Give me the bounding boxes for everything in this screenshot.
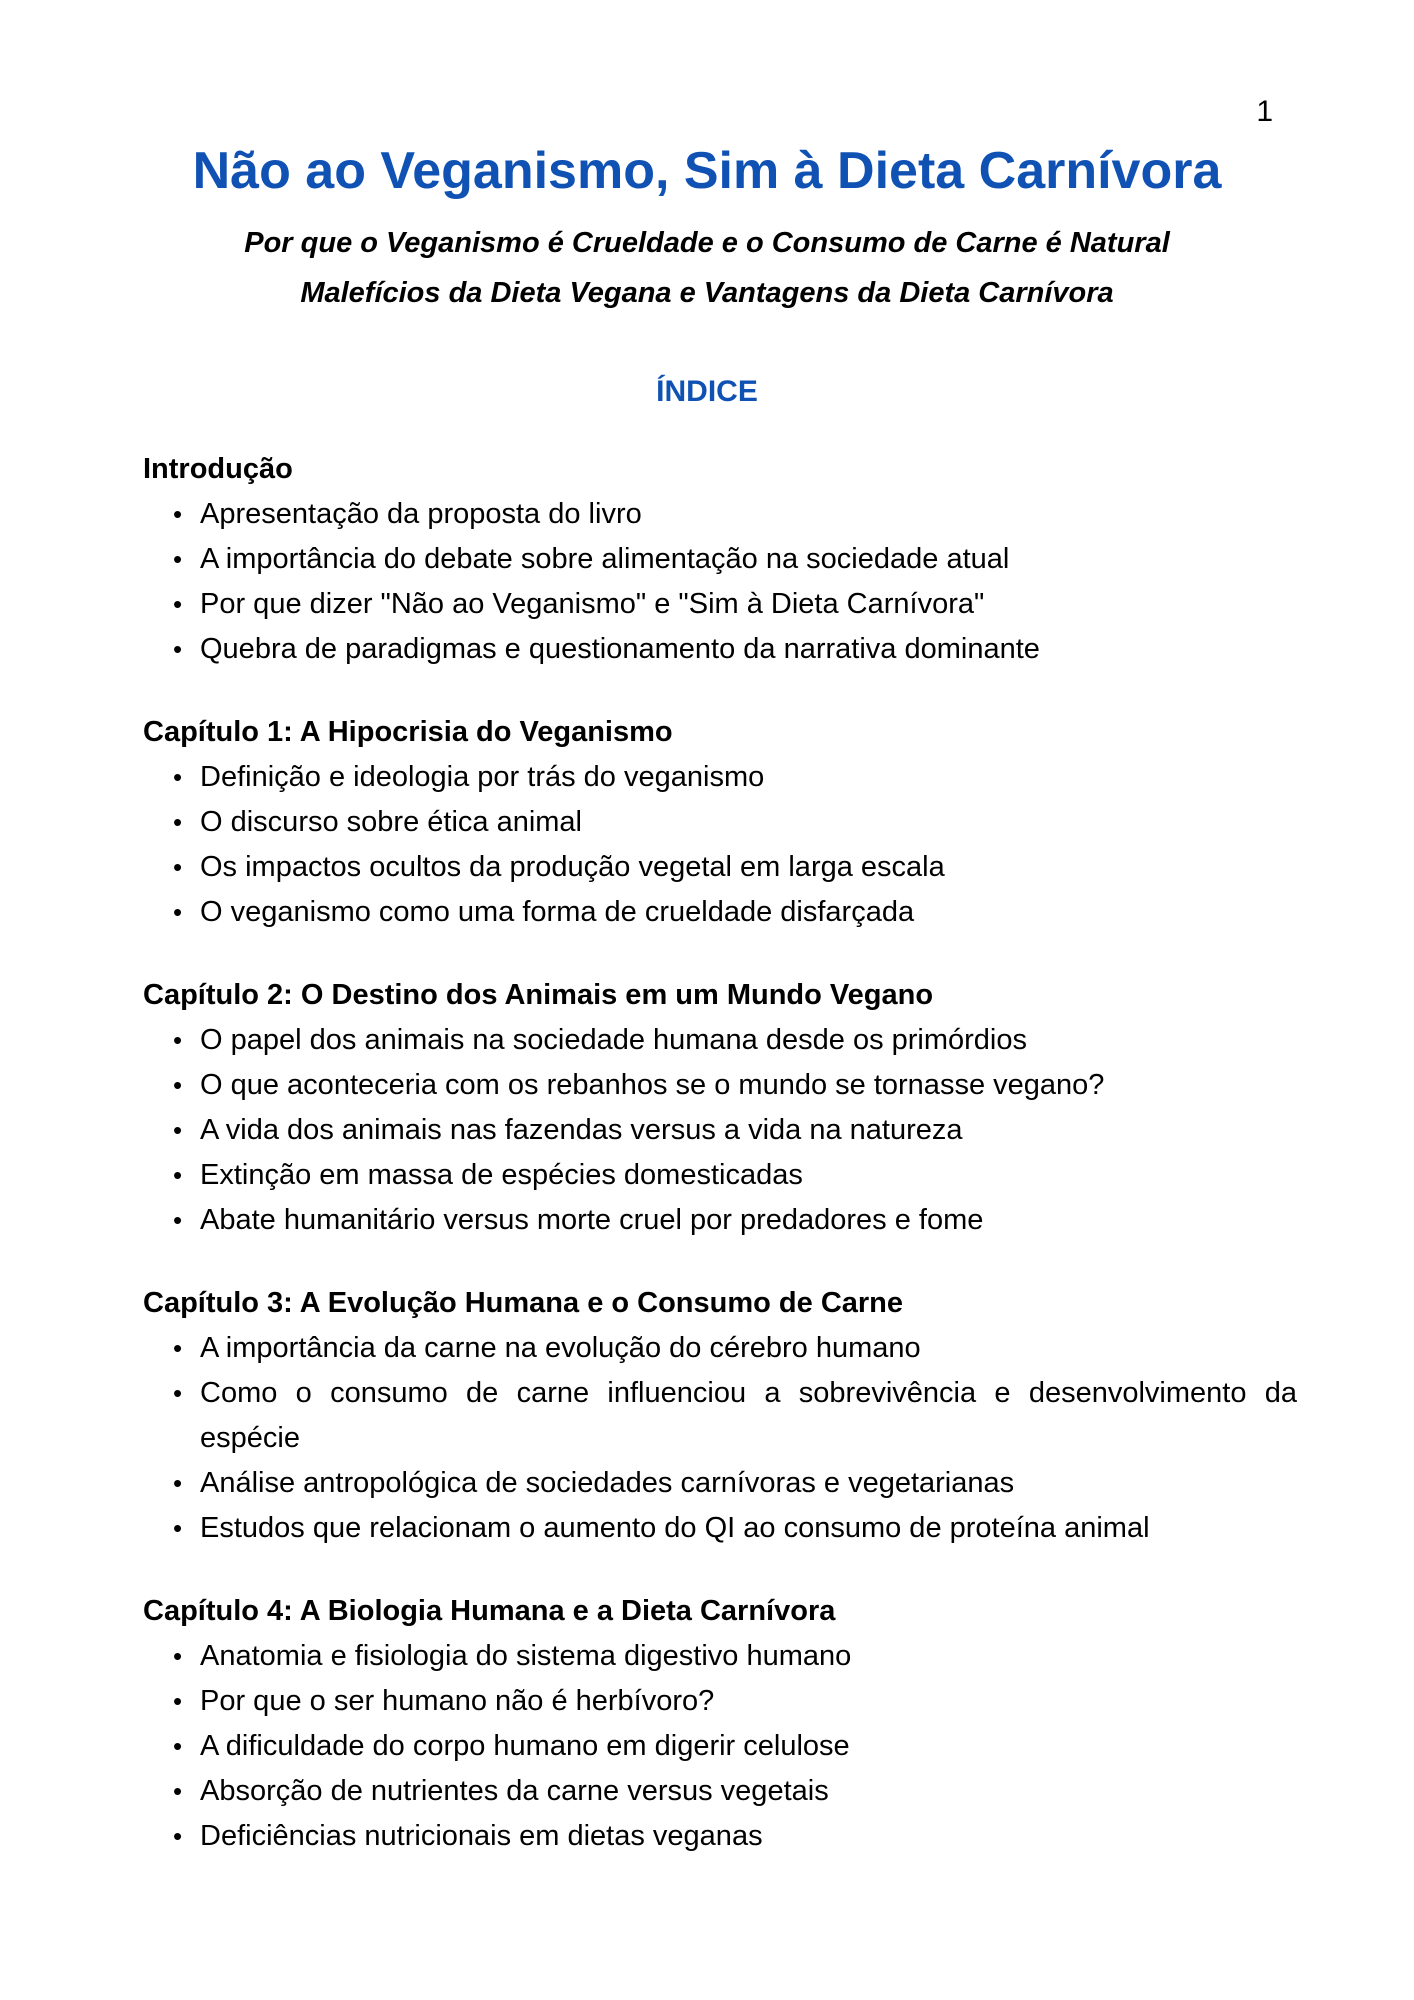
toc-item (143, 1198, 1297, 1243)
toc-item (143, 1679, 1297, 1724)
bullet-icon: • (173, 897, 183, 927)
toc-item (143, 1506, 1297, 1551)
toc-item-text: Por que dizer "Não ao Veganismo" e "Sim à Dieta Carnívora" (200, 588, 985, 620)
toc-item (143, 1153, 1297, 1198)
toc-item-text: Como o consumo de carne influenciou a sobrevivência e desenvolvimento da espécie (200, 1377, 1297, 1454)
toc-section-1 (143, 710, 1297, 935)
toc-item (143, 1063, 1297, 1108)
bullet-icon: • (173, 1513, 183, 1543)
toc-item (143, 1769, 1297, 1814)
toc-item-text: A dificuldade do corpo humano em digerir celulose (200, 1730, 850, 1762)
toc-item-text: A importância da carne na evolução do cérebro humano (200, 1332, 921, 1364)
toc-item (143, 1371, 1297, 1461)
toc-item (143, 582, 1297, 627)
toc-item (143, 1461, 1297, 1506)
document-subtitle (0, 218, 1414, 318)
toc-item-text: O papel dos animais na sociedade humana desde os primórdios (200, 1024, 1027, 1056)
bullet-icon: • (173, 1025, 183, 1055)
bullet-icon: • (173, 1070, 183, 1100)
table-of-contents (143, 447, 1297, 1859)
toc-item (143, 1018, 1297, 1063)
toc-section-title: Capítulo 4: A Biologia Humana e a Dieta Carnívora (143, 1595, 836, 1627)
toc-section-title: Introdução (143, 453, 293, 485)
bullet-icon: • (173, 1468, 183, 1498)
toc-item (143, 1814, 1297, 1859)
bullet-icon: • (173, 1160, 183, 1190)
toc-item-text: A importância do debate sobre alimentação na sociedade atual (200, 543, 1010, 575)
toc-section-items (143, 1326, 1297, 1551)
toc-item-text: Anatomia e fisiologia do sistema digestivo humano (200, 1640, 852, 1672)
toc-item-text: Absorção de nutrientes da carne versus vegetais (200, 1775, 829, 1807)
bullet-icon: • (173, 1641, 183, 1671)
toc-item-text: Extinção em massa de espécies domesticadas (200, 1159, 803, 1191)
toc-item-text: Estudos que relacionam o aumento do QI ao consumo de proteína animal (200, 1512, 1150, 1544)
bullet-icon: • (173, 807, 183, 837)
bullet-icon: • (173, 762, 183, 792)
bullet-icon: • (173, 544, 183, 574)
bullet-icon: • (173, 499, 183, 529)
toc-item-text: Por que o ser humano não é herbívoro? (200, 1685, 715, 1717)
document-subtitle-line1: Por que o Veganismo é Crueldade e o Consumo de Carne é Natural (244, 227, 1170, 259)
toc-section-items (143, 1018, 1297, 1243)
toc-section-0 (143, 447, 1297, 672)
toc-section-3 (143, 1281, 1297, 1551)
bullet-icon: • (173, 1115, 183, 1145)
toc-heading: ÍNDICE (656, 375, 758, 408)
bullet-icon: • (173, 634, 183, 664)
toc-item-text: Apresentação da proposta do livro (200, 498, 642, 530)
bullet-icon: • (173, 1731, 183, 1761)
bullet-icon: • (173, 1776, 183, 1806)
toc-item-text: O discurso sobre ética animal (200, 806, 582, 838)
toc-section-4 (143, 1589, 1297, 1859)
toc-section-2 (143, 973, 1297, 1243)
toc-item-text: Análise antropológica de sociedades carnívoras e vegetarianas (200, 1467, 1015, 1499)
toc-section-title: Capítulo 3: A Evolução Humana e o Consumo de Carne (143, 1287, 904, 1319)
toc-item (143, 1108, 1297, 1153)
toc-item (143, 890, 1297, 935)
toc-section-items (143, 1634, 1297, 1859)
toc-item-text: A vida dos animais nas fazendas versus a vida na natureza (200, 1114, 963, 1146)
toc-item (143, 1326, 1297, 1371)
bullet-icon: • (173, 1205, 183, 1235)
bullet-icon: • (173, 852, 183, 882)
toc-section-title: Capítulo 1: A Hipocrisia do Veganismo (143, 716, 673, 748)
bullet-icon: • (173, 589, 183, 619)
toc-item-text: Definição e ideologia por trás do veganismo (200, 761, 765, 793)
bullet-icon: • (173, 1821, 183, 1851)
page-number: 1 (1256, 95, 1273, 128)
toc-item (143, 845, 1297, 890)
toc-item-text: Os impactos ocultos da produção vegetal em larga escala (200, 851, 945, 883)
toc-item-text: Deficiências nutricionais em dietas veganas (200, 1820, 763, 1852)
toc-section-items (143, 492, 1297, 672)
toc-item (143, 627, 1297, 672)
toc-section-title: Capítulo 2: O Destino dos Animais em um Mundo Vegano (143, 979, 934, 1011)
toc-item-text: Abate humanitário versus morte cruel por predadores e fome (200, 1204, 984, 1236)
bullet-icon: • (173, 1333, 183, 1363)
toc-section-items (143, 755, 1297, 935)
toc-item (143, 537, 1297, 582)
toc-item (143, 492, 1297, 537)
toc-item (143, 800, 1297, 845)
toc-item (143, 1634, 1297, 1679)
bullet-icon: • (173, 1378, 183, 1408)
toc-item-text: Quebra de paradigmas e questionamento da narrativa dominante (200, 633, 1040, 665)
toc-item (143, 755, 1297, 800)
toc-item (143, 1724, 1297, 1769)
toc-item-text: O veganismo como uma forma de crueldade disfarçada (200, 896, 915, 928)
toc-item-text: O que aconteceria com os rebanhos se o mundo se tornasse vegano? (200, 1069, 1105, 1101)
document-subtitle-line2: Malefícios da Dieta Vegana e Vantagens da Dieta Carnívora (300, 277, 1114, 309)
bullet-icon: • (173, 1686, 183, 1716)
document-title: Não ao Veganismo, Sim à Dieta Carnívora (192, 142, 1222, 200)
